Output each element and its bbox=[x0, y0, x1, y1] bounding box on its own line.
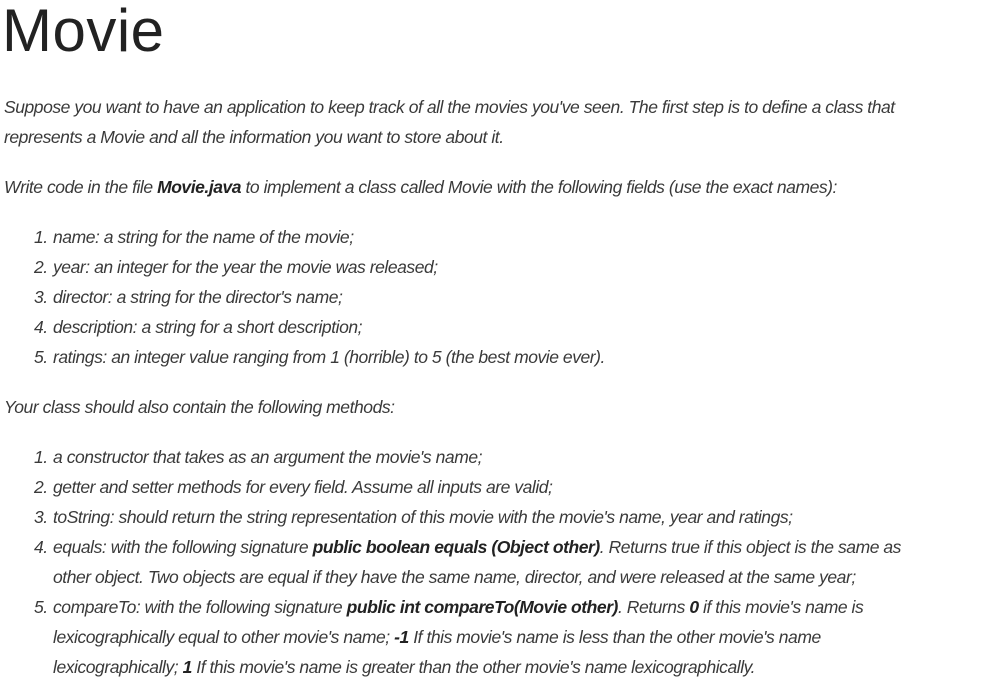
list-number: 3. bbox=[34, 287, 48, 307]
compareto-line3-after: If this movie's name is greater than the other movie's name lexicographically. bbox=[191, 657, 756, 677]
list-item bbox=[34, 222, 354, 252]
methods-intro: Your class should also contain the following methods: bbox=[4, 397, 395, 417]
list-number: 5. bbox=[34, 597, 48, 617]
file-name: Movie.java bbox=[157, 177, 242, 197]
list-item bbox=[34, 312, 362, 342]
list-item bbox=[34, 592, 863, 622]
compareto-line2-before: lexicographically equal to other movie's name; bbox=[53, 627, 395, 647]
field-year: year: an integer for the year the movie was released; bbox=[53, 257, 438, 277]
intro-line-2: represents a Movie and all the information you want to store about it. bbox=[4, 127, 504, 147]
instruction-after: to implement a class called Movie with the following fields (use the exact names): bbox=[241, 177, 837, 197]
return-minus-one: -1 bbox=[394, 627, 409, 647]
method-compareto-after: if this movie's name is bbox=[698, 597, 864, 617]
list-item bbox=[34, 502, 793, 532]
field-name: name: a string for the name of the movie; bbox=[53, 227, 354, 247]
method-equals-line-2: other object. Two objects are equal if they have the same name, director, and were released at the same year; bbox=[53, 567, 856, 587]
list-number: 2. bbox=[34, 477, 48, 497]
method-tostring: toString: should return the string representation of this movie with the movie's name, year and ratings; bbox=[53, 507, 793, 527]
list-item bbox=[34, 472, 552, 502]
list-number: 2. bbox=[34, 257, 48, 277]
list-number: 1. bbox=[34, 447, 48, 467]
compareto-line2-after: If this movie's name is less than the other movie's name bbox=[408, 627, 821, 647]
field-director: director: a string for the director's name; bbox=[53, 287, 343, 307]
list-item bbox=[34, 282, 342, 312]
method-compareto-before: compareTo: with the following signature bbox=[53, 597, 347, 617]
method-compareto-mid: . Returns bbox=[617, 597, 690, 617]
list-number: 4. bbox=[34, 317, 48, 337]
method-getters-setters: getter and setter methods for every field. Assume all inputs are valid; bbox=[53, 477, 553, 497]
list-number: 4. bbox=[34, 537, 48, 557]
list-number: 3. bbox=[34, 507, 48, 527]
compareto-signature: public int compareTo(Movie other) bbox=[346, 597, 618, 617]
compareto-line3-before: lexicographically; bbox=[53, 657, 183, 677]
equals-signature: public boolean equals (Object other) bbox=[312, 537, 600, 557]
field-description: description: a string for a short description; bbox=[53, 317, 363, 337]
list-number: 1. bbox=[34, 227, 48, 247]
instruction-paragraph bbox=[4, 172, 837, 202]
field-ratings: ratings: an integer value ranging from 1 (horrible) to 5 (the best movie ever). bbox=[53, 347, 605, 367]
list-number: 5. bbox=[34, 347, 48, 367]
list-item bbox=[34, 342, 605, 372]
method-equals-before: equals: with the following signature bbox=[53, 537, 313, 557]
page-title: Movie bbox=[2, 0, 165, 64]
method-constructor: a constructor that takes as an argument the movie's name; bbox=[53, 447, 483, 467]
list-item bbox=[34, 252, 438, 282]
intro-line-1: Suppose you want to have an application to keep track of all the movies you've seen. The first step is to define a class that bbox=[4, 97, 895, 117]
list-item bbox=[34, 532, 901, 562]
method-compareto-line-3 bbox=[53, 652, 755, 682]
method-compareto-line-2 bbox=[53, 622, 821, 652]
return-zero: 0 bbox=[689, 597, 699, 617]
return-one: 1 bbox=[182, 657, 192, 677]
instruction-before: Write code in the file bbox=[4, 177, 158, 197]
method-equals-after: . Returns true if this object is the same as bbox=[599, 537, 901, 557]
list-item bbox=[34, 442, 482, 472]
